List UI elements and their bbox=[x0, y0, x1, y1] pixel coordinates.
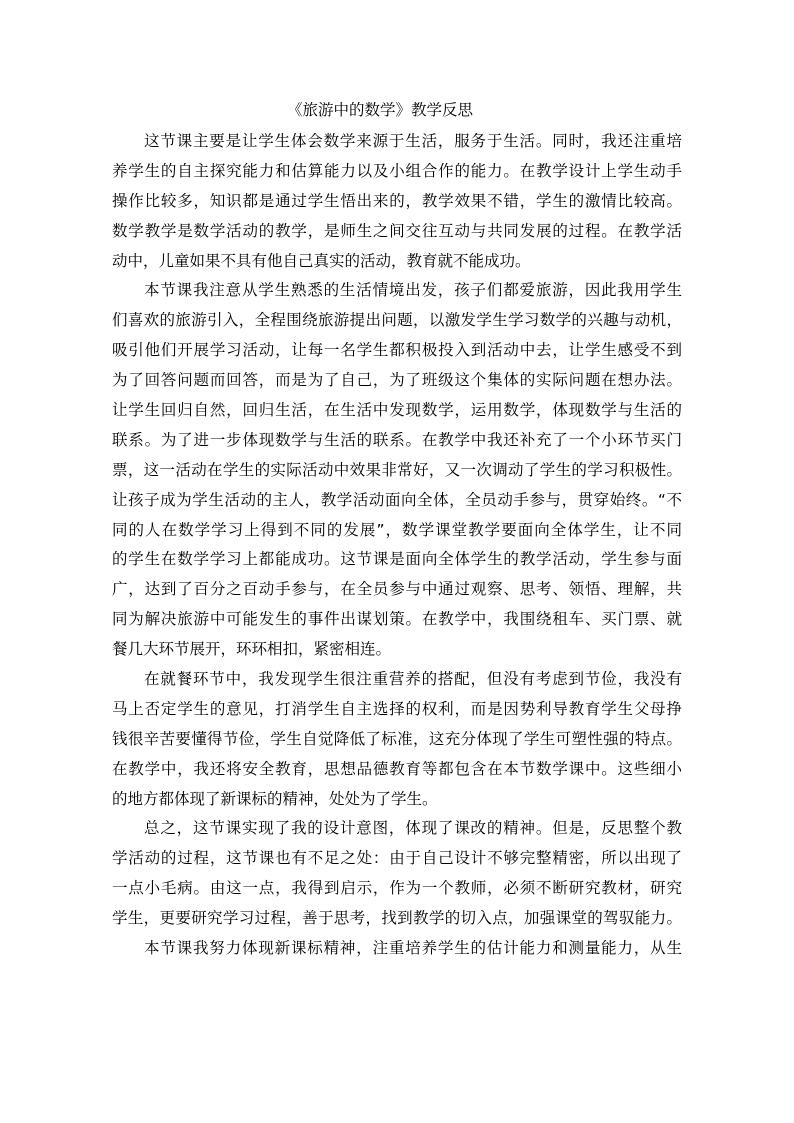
paragraph-line: 广，达到了百分之百动手参与，在全员参与中通过观察、思考、领悟、理解，共 bbox=[112, 580, 682, 599]
paragraph-line: 餐几大环节展开，环环相扣，紧密相连。 bbox=[112, 640, 392, 659]
paragraph-line: 养学生的自主探究能力和估算能力以及小组合作的能力。在教学设计上学生动手 bbox=[112, 161, 682, 180]
paragraph-line: 学活动的过程，这节课也有不足之处：由于自己设计不够完整精密，所以出现了 bbox=[112, 849, 682, 868]
paragraph-line: 操作比较多，知识都是通过学生悟出来的，教学效果不错，学生的激情比较高。 bbox=[112, 191, 682, 210]
paragraph-line: 让学生回归自然，回归生活，在生活中发现数学，运用数学，体现数学与生活的 bbox=[112, 401, 682, 420]
paragraph-line: 吸引他们开展学习活动，让每一名学生都积极投入到活动中去，让学生感受不到 bbox=[112, 341, 682, 360]
paragraph-line: 让孩子成为学生活动的主人，教学活动面向全体，全员动手参与，贯穿始终。“不 bbox=[112, 490, 682, 509]
document-title: 《旅游中的数学》教学反思 bbox=[286, 101, 473, 119]
paragraph-line: 同的人在数学学习上得到不同的发展”，数学课堂教学要面向全体学生，让不同 bbox=[112, 520, 682, 539]
paragraph-line: 本节课我注意从学生熟悉的生活情境出发，孩子们都爱旅游，因此我用学生 bbox=[144, 281, 682, 300]
paragraph-line: 的地方都体现了新课标的精神，处处为了学生。 bbox=[112, 789, 438, 808]
paragraph-line: 在就餐环节中，我发现学生很注重营养的搭配，但没有考虑到节俭，我没有 bbox=[144, 670, 682, 689]
paragraph-line: 学生，更要研究学习过程，善于思考，找到教学的切入点，加强课堂的驾驭能力。 bbox=[112, 909, 682, 928]
paragraph-line: 马上否定学生的意见，打消学生自主选择的权利，而是因势利导教育学生父母挣 bbox=[112, 699, 682, 718]
paragraph-line: 在教学中，我还将安全教育，思想品德教育等都包含在本节数学课中。这些细小 bbox=[112, 759, 682, 778]
paragraph-line: 一点小毛病。由这一点，我得到启示，作为一个教师，必须不断研究教材，研究 bbox=[112, 879, 682, 898]
paragraph-line: 钱很辛苦要懂得节俭，学生自觉降低了标准，这充分体现了学生可塑性强的特点。 bbox=[112, 729, 682, 748]
document-body bbox=[112, 131, 682, 968]
paragraph-line: 本节课我努力体现新课标精神，注重培养学生的估计能力和测量能力，从生 bbox=[144, 939, 682, 958]
paragraph-line: 数学教学是数学活动的教学，是师生之间交往互动与共同发展的过程。在教学活 bbox=[112, 221, 682, 240]
paragraph-line: 票，这一活动在学生的实际活动中效果非常好，又一次调动了学生的学习积极性。 bbox=[112, 460, 682, 479]
paragraph-line: 联系。为了进一步体现数学与生活的联系。在教学中我还补充了一个小环节买门 bbox=[112, 430, 682, 449]
paragraph-line: 动中，儿童如果不具有他自己真实的活动，教育就不能成功。 bbox=[112, 251, 531, 270]
paragraph-line: 为了回答问题而回答，而是为了自己，为了班级这个集体的实际问题在想办法。 bbox=[112, 371, 682, 390]
paragraph-line: 总之，这节课实现了我的设计意图，体现了课改的精神。但是，反思整个教 bbox=[144, 819, 682, 838]
paragraph-line: 们喜欢的旅游引入，全程围绕旅游提出问题，以激发学生学习数学的兴趣与动机， bbox=[112, 311, 682, 330]
paragraph-line: 这节课主要是让学生体会数学来源于生活，服务于生活。同时，我还注重培 bbox=[144, 132, 682, 150]
paragraph-line: 的学生在数学学习上都能成功。这节课是面向全体学生的教学活动，学生参与面 bbox=[112, 550, 682, 569]
paragraph-line: 同为解决旅游中可能发生的事件出谋划策。在教学中，我围绕租车、买门票、就 bbox=[112, 610, 682, 629]
